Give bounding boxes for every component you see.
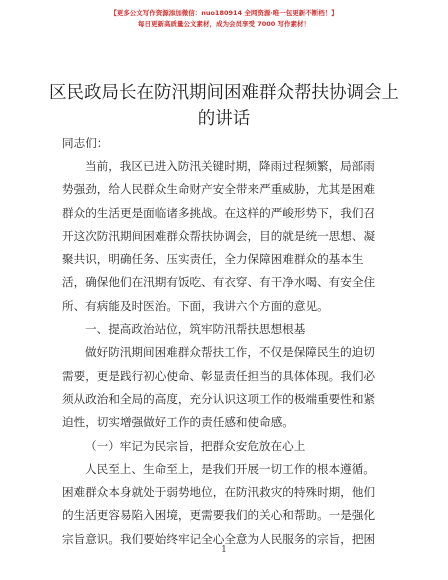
document-title [40, 80, 408, 132]
greeting [62, 132, 386, 155]
paragraph-line: 群众的生活更是面临诸多挑战。在这样的严峻形势下，我们召 [62, 205, 376, 220]
greeting-text: 同志们： [62, 136, 109, 150]
promo-banner-line-1: 【更多公文写作资源添加微信：nuo180914 全网资源·唯一包更新不断档！】 [110, 9, 338, 17]
paragraph-line: 所、有病能及时医治。下面，我讲六个方面的意见。 [62, 298, 329, 313]
paragraph-line: 势强劲，给人民群众生命财产安全带来严重威胁，尤其是困难 [62, 182, 376, 197]
subsection-heading: （一）牢记为民宗旨，把群众安危放在心上 [85, 438, 306, 453]
title-line: 区民政局长在防汛期间困难群众帮扶协调会上 [49, 83, 399, 103]
paragraph-line: 活，确保他们在汛期有饭吃、有衣穿、有干净水喝、有安全住 [62, 275, 376, 290]
paragraph-line: 困难群众本身就处于弱势地位，在防汛救灾的特殊时期，他们 [62, 485, 376, 500]
title-line: 的讲话 [197, 109, 251, 129]
paragraph-line: 宗旨意识。我们要始终牢记全心全意为人民服务的宗旨，把困 [62, 531, 376, 546]
paragraph-line: 开这次防汛期间困难群众帮扶协调会，目的就是统一思想、凝 [62, 228, 376, 243]
paragraph-line: 人民至上、生命至上，是我们开展一切工作的根本遵循。 [85, 461, 375, 476]
page-number: 1 [221, 545, 227, 555]
paragraph-line: 的生活更容易陷入困境，更需要我们的关心和帮助。一是强化 [62, 508, 376, 523]
promo-banner-line-2: 每日更新高质量公文素材，成为会员享受 7000 写作素材！ [137, 20, 311, 28]
section-heading: 一、提高政治站位，筑牢防汛帮扶思想根基 [85, 322, 306, 337]
paragraph-line: 须从政治和全局的高度，充分认识这项工作的极端重要性和紧 [62, 391, 376, 406]
body-text [62, 155, 386, 551]
paragraph-line: 聚共识，明确任务、压实责任，全力保障困难群众的基本生 [62, 252, 364, 267]
paragraph-line: 做好防汛期间困难群众帮扶工作，不仅是保障民生的迫切 [85, 345, 375, 360]
paragraph-line: 当前，我区已进入防汛关键时期，降雨过程频繁，局部雨 [85, 159, 375, 173]
paragraph-line: 迫性，切实增强做好工作的责任感和使命感。 [62, 415, 294, 430]
paragraph-line: 需要，更是践行初心使命、彰显责任担当的具体体现。我们必 [62, 368, 376, 383]
